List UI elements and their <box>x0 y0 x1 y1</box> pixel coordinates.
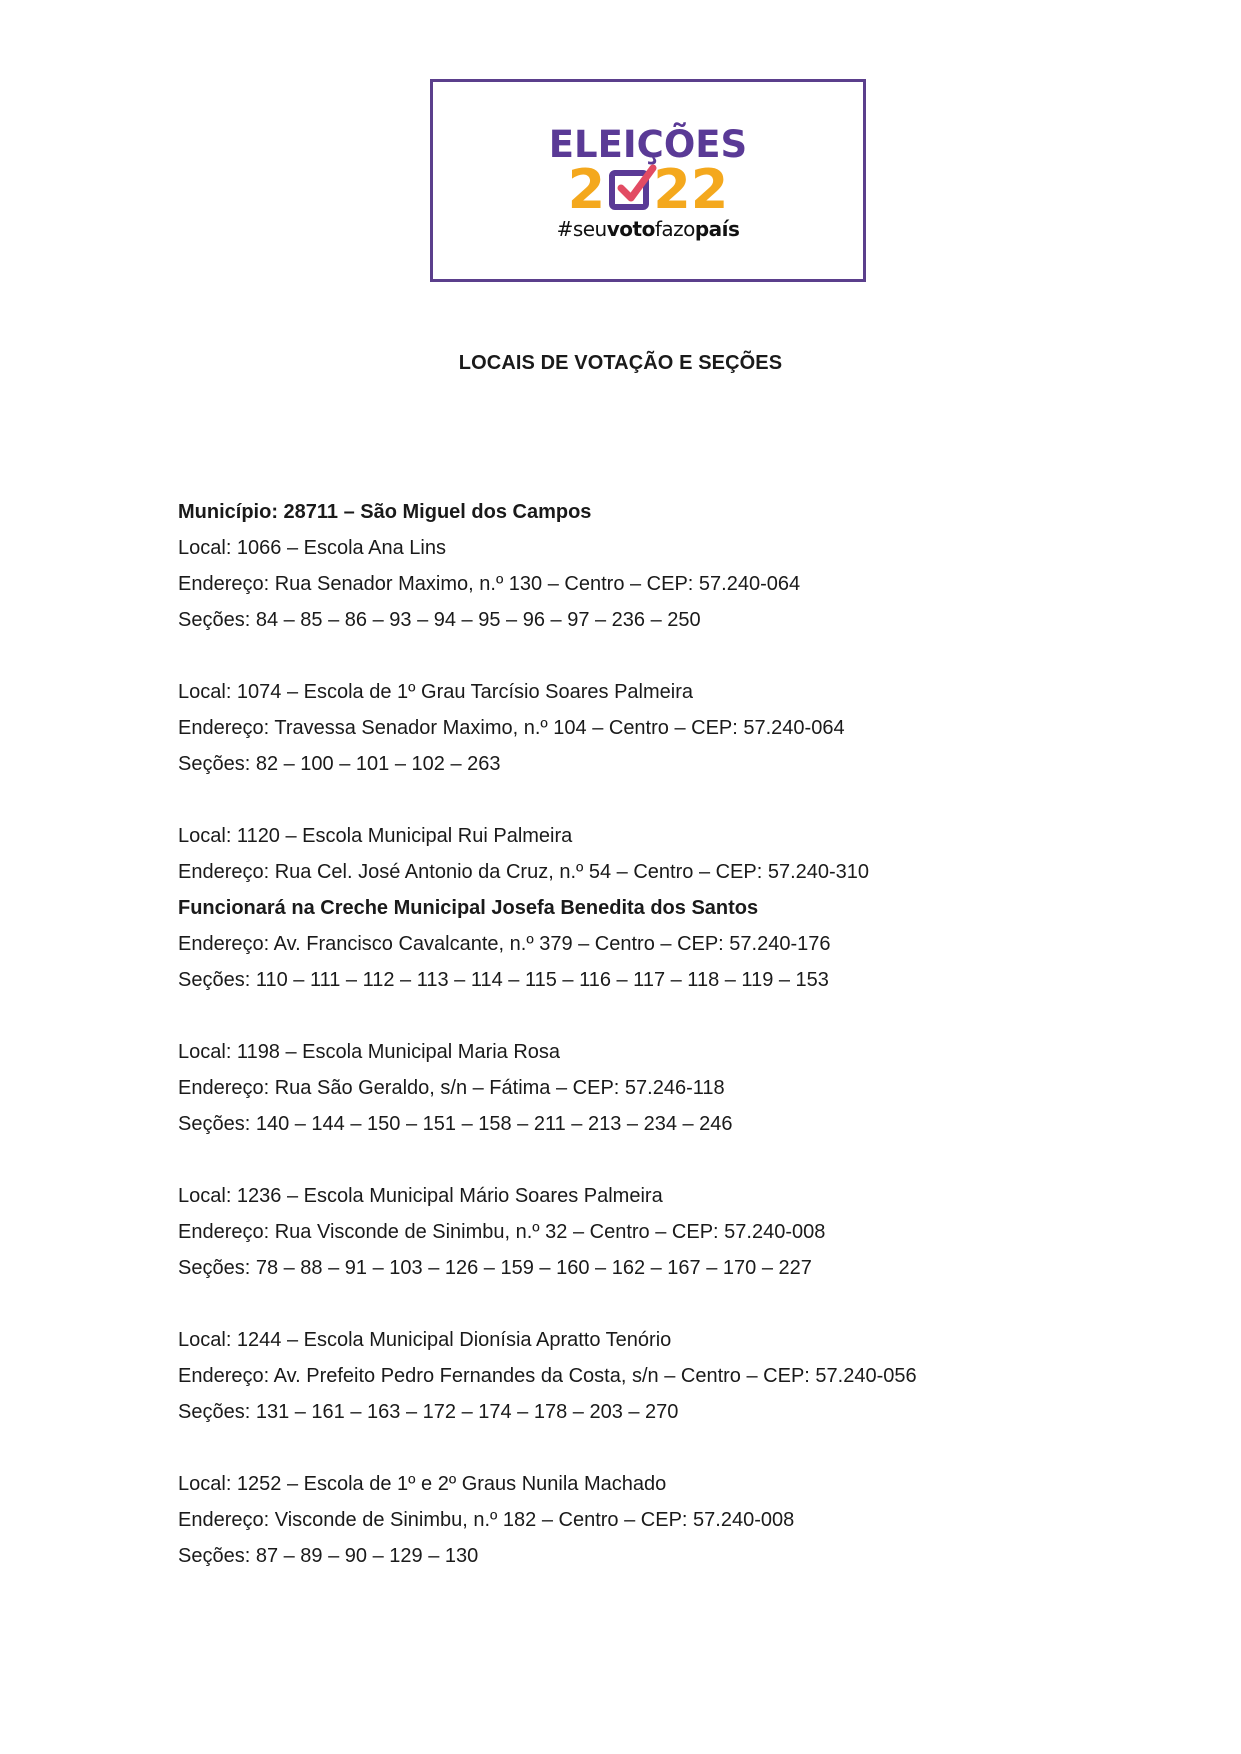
location-block <box>178 674 1078 782</box>
local-name: Local: 1252 – Escola de 1º e 2º Graus Nunila Machado <box>178 1473 667 1495</box>
eleicoes-2022-logo <box>433 123 863 242</box>
local-address: Endereço: Visconde de Sinimbu, n.º 182 – Centro – CEP: 57.240-008 <box>178 1509 795 1531</box>
logo-hashtag <box>433 216 863 242</box>
hashtag-part-bold: voto <box>606 217 655 241</box>
relocation-notice: Funcionará na Creche Municipal Josefa Benedita dos Santos <box>178 897 759 919</box>
location-block <box>178 1322 1078 1430</box>
local-name: Local: 1074 – Escola de 1º Grau Tarcísio Soares Palmeira <box>178 681 693 703</box>
location-block <box>178 1466 1078 1574</box>
hashtag-part: #seu <box>556 217 607 241</box>
local-sections: Seções: 82 – 100 – 101 – 102 – 263 <box>178 753 501 775</box>
page-title: LOCAIS DE VOTAÇÃO E SEÇÕES <box>458 352 783 374</box>
checkbox-check-icon <box>609 170 649 210</box>
local-sections: Seções: 110 – 111 – 112 – 113 – 114 – 115 – 116 – 117 – 118 – 119 – 153 <box>178 969 829 991</box>
local-name: Local: 1198 – Escola Municipal Maria Rosa <box>178 1041 561 1063</box>
local-address: Endereço: Travessa Senador Maximo, n.º 104 – Centro – CEP: 57.240-064 <box>178 717 845 739</box>
logo-year-digits: 22 <box>653 158 729 221</box>
location-block <box>178 494 1078 638</box>
local-address: Endereço: Rua Senador Maximo, n.º 130 – Centro – CEP: 57.240-064 <box>178 573 801 595</box>
local-name: Local: 1066 – Escola Ana Lins <box>178 537 446 559</box>
local-sections: Seções: 84 – 85 – 86 – 93 – 94 – 95 – 96 – 97 – 236 – 250 <box>178 609 701 631</box>
local-name: Local: 1236 – Escola Municipal Mário Soares Palmeira <box>178 1185 663 1207</box>
logo-year-digit: 2 <box>567 158 606 221</box>
logo-frame <box>430 79 866 282</box>
location-block <box>178 1034 1078 1142</box>
local-address: Endereço: Rua Cel. José Antonio da Cruz, n.º 54 – Centro – CEP: 57.240-310 <box>178 861 870 883</box>
local-sections: Seções: 87 – 89 – 90 – 129 – 130 <box>178 1545 479 1567</box>
local-address: Endereço: Rua Visconde de Sinimbu, n.º 32 – Centro – CEP: 57.240-008 <box>178 1221 826 1243</box>
local-sections: Seções: 131 – 161 – 163 – 172 – 174 – 178 – 203 – 270 <box>178 1401 679 1423</box>
hashtag-part: fazo <box>654 217 695 241</box>
local-sections: Seções: 140 – 144 – 150 – 151 – 158 – 211 – 213 – 234 – 246 <box>178 1113 733 1135</box>
local-address: Endereço: Rua São Geraldo, s/n – Fátima – CEP: 57.246-118 <box>178 1077 725 1099</box>
local-name: Local: 1244 – Escola Municipal Dionísia Apratto Tenório <box>178 1329 672 1351</box>
local-name: Local: 1120 – Escola Municipal Rui Palmeira <box>178 825 573 847</box>
voting-locations-list <box>178 494 1078 1610</box>
logo-year <box>433 158 863 221</box>
logo-title: ELEIÇÕES <box>548 123 748 166</box>
relocation-address: Endereço: Av. Francisco Cavalcante, n.º 379 – Centro – CEP: 57.240-176 <box>178 933 831 955</box>
local-address: Endereço: Av. Prefeito Pedro Fernandes da Costa, s/n – Centro – CEP: 57.240-056 <box>178 1365 917 1387</box>
location-block <box>178 1178 1078 1286</box>
location-block <box>178 818 1078 998</box>
local-sections: Seções: 78 – 88 – 91 – 103 – 126 – 159 – 160 – 162 – 167 – 170 – 227 <box>178 1257 812 1279</box>
hashtag-part-bold: país <box>694 217 740 241</box>
municipio-heading: Município: 28711 – São Miguel dos Campos <box>178 501 592 523</box>
